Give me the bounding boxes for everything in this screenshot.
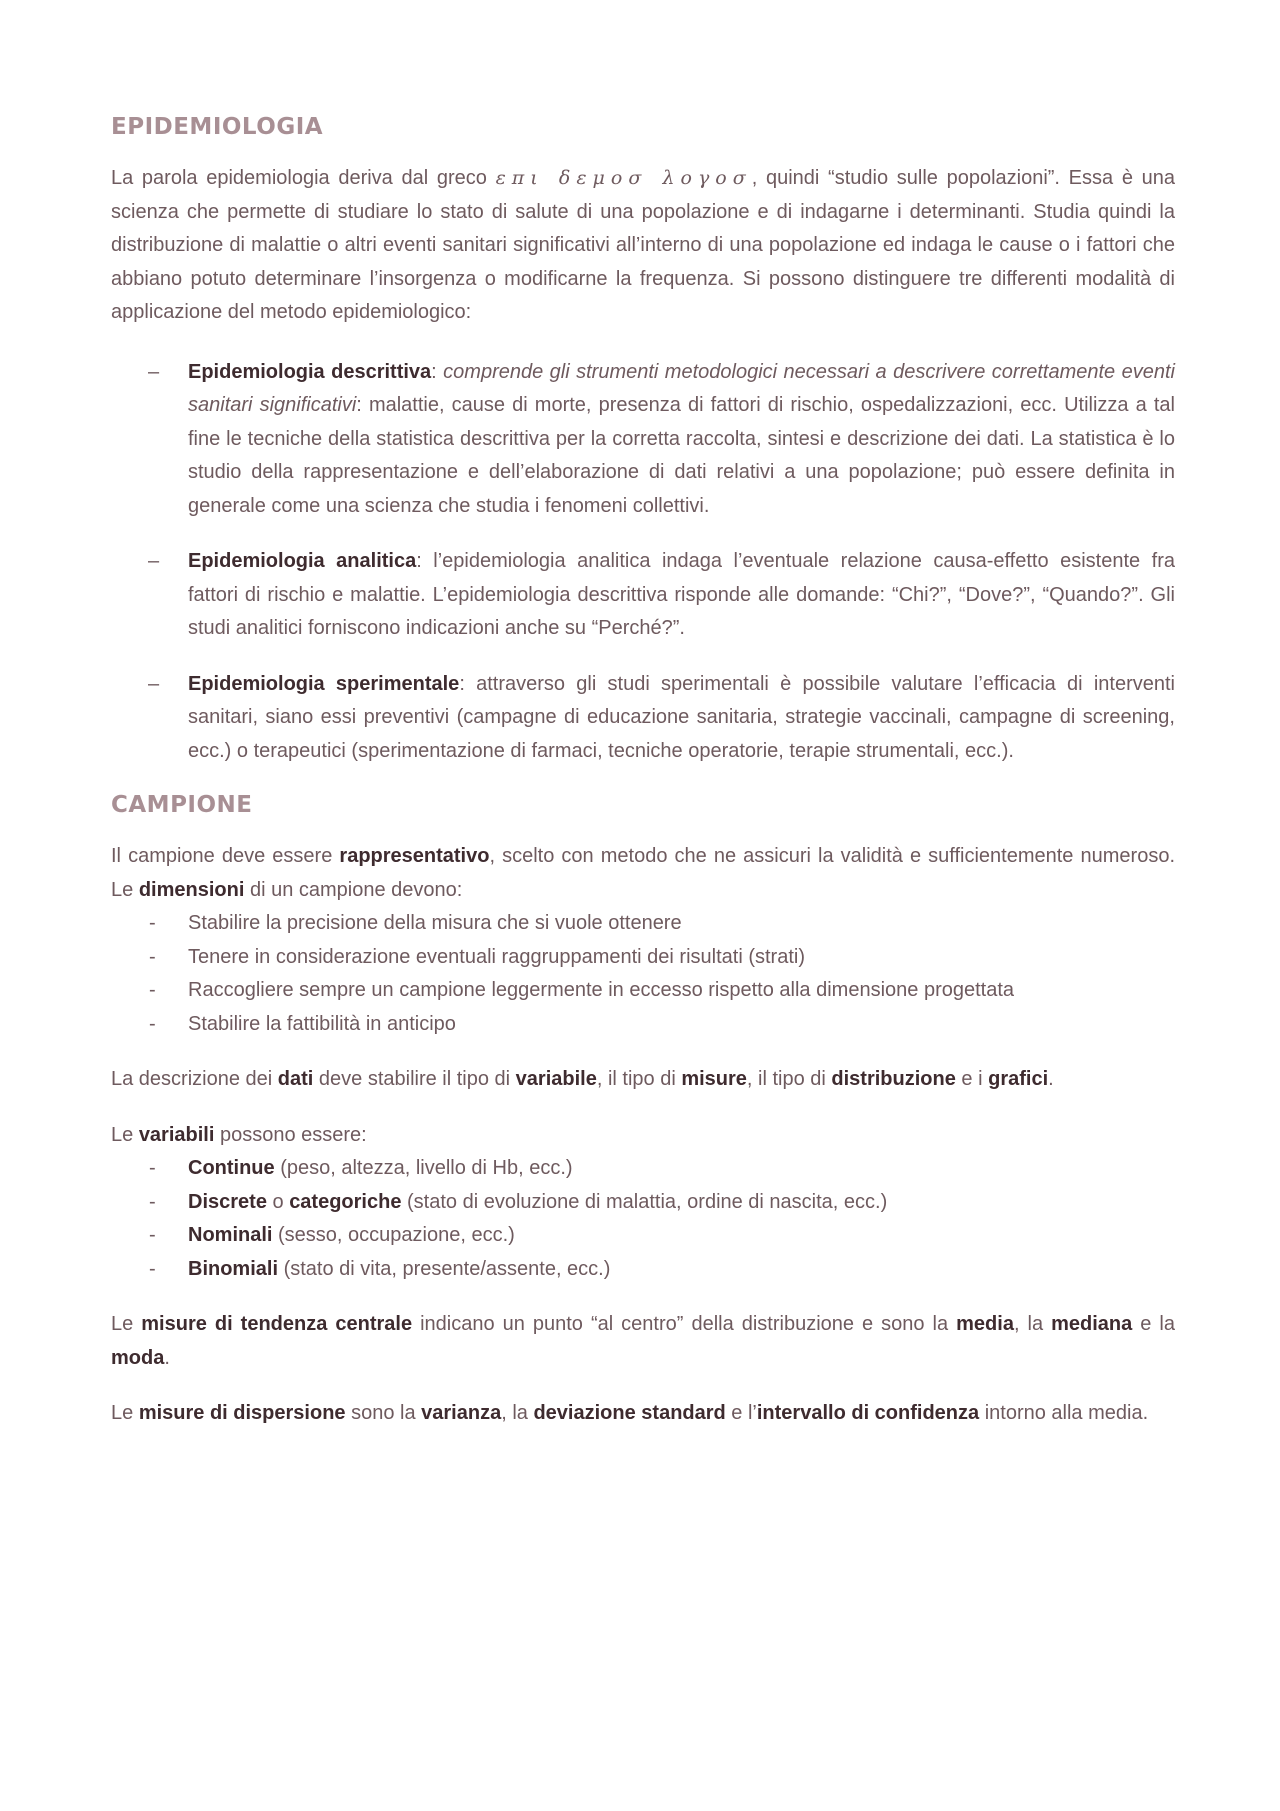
bold-term: mediana xyxy=(1051,1313,1133,1335)
text: , scelto con metodo che ne assicuri la validità e sufficientemente numeroso. Le xyxy=(111,845,1175,901)
bold-term: variabile xyxy=(515,1068,597,1090)
text: indicano un punto “al centro” della distribuzione e sono la xyxy=(412,1313,957,1335)
text: Le xyxy=(111,1123,139,1146)
dash-bullet: – xyxy=(148,672,160,695)
item-text: (sesso, occupazione, ecc.) xyxy=(272,1224,515,1246)
item-text: (peso, altezza, livello di Hb, ecc.) xyxy=(274,1157,573,1179)
item-text: : attraverso gli studi sperimentali è possibile valutare l’efficacia di interventi sanitari, siano essi preventivi (campagne di educazione sanitaria, strategie vaccinali, campagne di screening, ecc.) o terapeutici (sperimentazione di farmaci, tecniche operatorie, terapie strumentali, ecc.). xyxy=(188,672,1175,762)
dash-bullet: - xyxy=(149,1012,156,1035)
dash-bullet: - xyxy=(149,1224,156,1246)
text: di un campione devono: xyxy=(244,878,463,901)
text: , la xyxy=(501,1402,534,1424)
term-label: Epidemiologia sperimentale xyxy=(188,672,460,695)
bold-term: moda xyxy=(111,1346,165,1369)
text: deve stabilire il tipo di xyxy=(313,1068,516,1090)
text: e la xyxy=(1132,1313,1175,1335)
bold-term: rappresentativo xyxy=(339,845,490,867)
intro-paragraph xyxy=(111,162,1175,330)
document-content xyxy=(111,112,1175,1453)
bold-term: distribuzione xyxy=(831,1068,956,1090)
list-item xyxy=(111,974,1175,1008)
bold-term: Continue xyxy=(188,1157,275,1179)
bold-term: misure xyxy=(681,1068,747,1090)
item-text: : malattie, cause di morte, presenza di fattori di rischio, ospedalizzazioni, ecc. Utilizza a tal fine le tecniche della statistica descrittiva per la corretta raccolta, sintesi e descrizione dei dati. La statistica è lo studio della rappresentazione e dell’elaborazione di dati relativi a una popolazione; può essere definita in generale come una scienza che studia i fenomeni collettivi. xyxy=(188,394,1175,517)
bold-term: varianza xyxy=(421,1402,502,1424)
bold-term: media xyxy=(956,1313,1014,1335)
list-item xyxy=(111,356,1175,524)
bold-term: categoriche xyxy=(289,1190,402,1213)
sample-paragraph xyxy=(111,840,1175,907)
text: sono la xyxy=(345,1402,422,1424)
dash-bullet: - xyxy=(149,1257,156,1280)
separator: : xyxy=(431,360,444,383)
text: Le xyxy=(111,1313,142,1335)
item-text: Stabilire la fattibilità in anticipo xyxy=(188,1012,456,1035)
bold-term: misure di dispersione xyxy=(138,1402,346,1424)
italic-text: comprende gli strumenti metodologici necessari a descrivere correttamente eventi sanitari significativi xyxy=(188,360,1175,416)
text: intorno alla media. xyxy=(979,1402,1149,1424)
list-item xyxy=(111,1152,1175,1186)
variables-list xyxy=(111,1152,1175,1286)
item-text: Tenere in considerazione eventuali raggruppamenti dei risultati (strati) xyxy=(188,945,805,968)
text: Il campione deve essere xyxy=(111,845,340,867)
list-item xyxy=(111,941,1175,975)
central-tendency-paragraph xyxy=(111,1308,1175,1375)
dash-bullet: – xyxy=(148,550,160,572)
bold-term: variabili xyxy=(138,1123,215,1146)
item-text: o xyxy=(266,1190,290,1213)
text: e i xyxy=(955,1068,989,1090)
bold-term: intervallo di confidenza xyxy=(756,1402,980,1424)
dash-bullet: – xyxy=(148,360,160,383)
item-text: (stato di evoluzione di malattia, ordine di nascita, ecc.) xyxy=(401,1190,888,1213)
data-description-paragraph xyxy=(111,1063,1175,1097)
dash-bullet: - xyxy=(149,1157,156,1179)
text: , il tipo di xyxy=(596,1068,682,1090)
bold-term: grafici xyxy=(988,1068,1049,1090)
item-text: : l’epidemiologia analitica indaga l’eventuale relazione causa-effetto esistente fra fattori di rischio e malattie. L’epidemiologia descrittiva risponde alle domande: “Chi?”, “Dove?”, “Quando?”. Gli studi analitici forniscono indicazioni anche su “Perché?”. xyxy=(188,550,1175,639)
dash-bullet: - xyxy=(149,912,156,934)
text: possono essere: xyxy=(214,1123,367,1146)
text: Le xyxy=(111,1402,139,1424)
list-item xyxy=(111,1008,1175,1042)
list-item xyxy=(111,907,1175,941)
bold-term: Discrete xyxy=(188,1190,267,1213)
text: , il tipo di xyxy=(746,1068,832,1090)
bold-term: dimensioni xyxy=(138,878,245,901)
text: , la xyxy=(1013,1313,1052,1335)
list-item xyxy=(111,1186,1175,1220)
list-item xyxy=(111,545,1175,646)
bold-term: misure di tendenza centrale xyxy=(141,1313,413,1335)
item-text: Stabilire la precisione della misura che si vuole ottenere xyxy=(188,912,682,934)
text: . xyxy=(164,1346,170,1369)
term-label: Epidemiologia analitica xyxy=(188,550,417,572)
intro-text-a: La parola epidemiologia deriva dal greco xyxy=(111,167,496,189)
item-text: (stato di vita, presente/assente, ecc.) xyxy=(278,1257,611,1280)
dash-bullet: - xyxy=(149,1190,156,1213)
text: La descrizione dei xyxy=(111,1068,278,1090)
list-item xyxy=(111,668,1175,769)
greek-word: επι δεμοσ λογοσ xyxy=(495,167,752,189)
list-item xyxy=(111,1219,1175,1253)
bold-term: Nominali xyxy=(188,1224,273,1246)
variables-paragraph xyxy=(111,1119,1175,1153)
dispersion-paragraph xyxy=(111,1397,1175,1431)
text: e l’ xyxy=(725,1402,757,1424)
text: . xyxy=(1048,1068,1054,1090)
dash-bullet: - xyxy=(149,979,156,1001)
section-heading-campione: CAMPIONE xyxy=(111,792,253,818)
item-text: Raccogliere sempre un campione leggermente in eccesso rispetto alla dimensione progettata xyxy=(188,979,1015,1001)
section-heading-epidemiologia: EPIDEMIOLOGIA xyxy=(111,114,324,140)
list-item xyxy=(111,1253,1175,1287)
intro-text-b: , quindi “studio sulle popolazioni”. Essa è una scienza che permette di studiare lo stato di salute di una popolazione e di indagarne i determinanti. Studia quindi la distribuzione di malattie o altri eventi sanitari significativi all’interno di una popolazione ed indaga le cause o i fattori che abbiano potuto determinare l’insorgenza o modificarne la frequenza. Si possono distinguere tre differenti modalità di applicazione del metodo epidemiologico: xyxy=(111,167,1176,323)
term-label: Epidemiologia descrittiva xyxy=(188,360,432,383)
bold-term: deviazione standard xyxy=(533,1402,726,1424)
dash-bullet: - xyxy=(149,945,156,968)
sample-list xyxy=(111,907,1175,1041)
methods-list xyxy=(111,356,1175,769)
bold-term: Binomiali xyxy=(188,1257,279,1280)
bold-term: dati xyxy=(277,1068,314,1090)
